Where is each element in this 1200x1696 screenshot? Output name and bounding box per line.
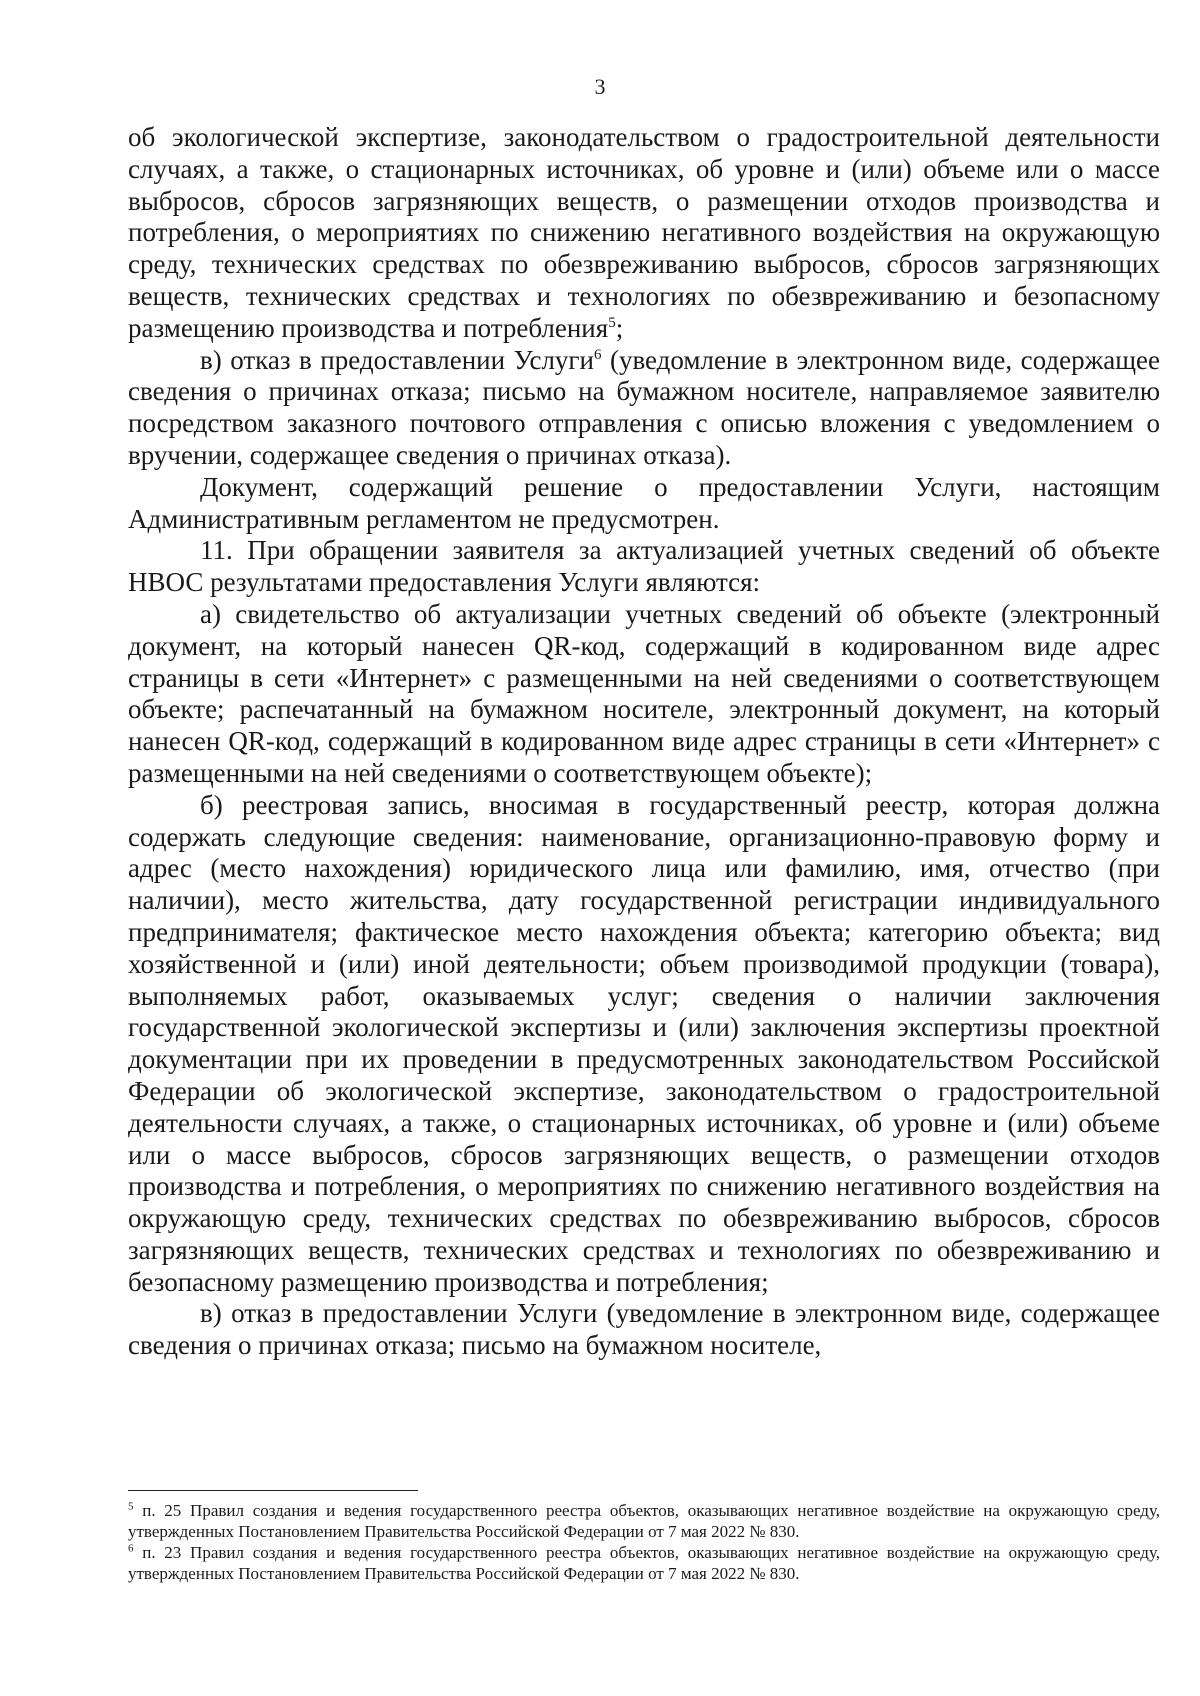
footnote-divider bbox=[128, 1490, 418, 1491]
paragraph-item-v: в) отказ в предоставлении Услуги (уведомление в электронном виде, содержащее сведения о причинах отказа; письмо на бумажном носителе, bbox=[128, 1298, 1160, 1361]
paragraph-item-11: 11. При обращении заявителя за актуализацией учетных сведений об объекте НВОС результатами предоставления Услуги являются: bbox=[128, 535, 1160, 598]
footnote-text: п. 25 Правил создания и ведения государственного реестра объектов, оказывающих негативное воздействие на окружающую среду, утвержденных Постановлением Правительства Российской Федерации от 7 мая 2022 № 830. bbox=[128, 1501, 1160, 1541]
paragraph-tail: (уведомление в электронном виде, содержащее сведения о причинах отказа; письмо на бумажном носителе, направляемое заявителю посредством заказного почтового отправления с описью вложения с уведомлением о вручении, содержащее сведения о причинах отказа). bbox=[128, 344, 1160, 470]
paragraph-continuation bbox=[128, 122, 1160, 345]
paragraph-item-a: а) свидетельство об актуализации учетных сведений об объекте (электронный документ, на который нанесен QR-код, содержащий в кодированном виде адрес страницы в сети «Интернет» с размещенными на ней сведениями о соответствующем объекте; распечатанный на бумажном носителе, электронный документ, на который нанесен QR-код, содержащий в кодированном виде адрес страницы в сети «Интернет» с размещенными на ней сведениями о соответствующем объекте); bbox=[128, 598, 1160, 788]
paragraph-item-b: б) реестровая запись, вносимая в государственный реестр, которая должна содержать следующие сведения: наименование, организационно-правовую форму и адрес (место нахождения) юридического лица или фамилию, имя, отчество (при наличии), место жительства, дату государственной регистрации индивидуального предпринимателя; фактическое место нахождения объекта; категорию объекта; вид хозяйственной и (или) иной деятельности; объем производимой продукции (товара), выполняемых работ, оказываемых услуг; сведения о наличии заключения государственной экологической экспертизы и (или) заключения экспертизы проектной документации при их проведении в предусмотренных законодательством Российской Федерации об экологической экспертизе, законодательством о градостроительной деятельности случаях, а также, о стационарных источниках, об уровне и (или) объеме или о массе выбросов, сбросов загрязняющих веществ, о размещении отходов производства и потребления, о мероприятиях по снижению негативного воздействия на окружающую среду, технических средствах по обезвреживанию выбросов, сбросов загрязняющих веществ, технических средствах и технологиях по обезвреживанию и безопасному размещению производства и потребления; bbox=[128, 789, 1160, 1297]
document-body bbox=[128, 122, 1160, 1362]
footnote-6 bbox=[128, 1542, 1160, 1584]
paragraph-text: об экологической экспертизе, законодательством о градостроительной деятельности случаях, а также, о стационарных источниках, об уровне и (или) объеме или о массе выбросов, сбросов загрязняющих веществ, о размещении отходов производства и потребления, о мероприятиях по снижению негативного воздействия на окружающую среду, технических средствах по обезвреживанию выбросов, сбросов загрязняющих веществ, технических средствах и технологиях по обезвреживанию и безопасному размещению производства и потребления bbox=[128, 122, 1160, 343]
page-number: 3 bbox=[594, 74, 606, 99]
paragraph-tail: ; bbox=[615, 312, 624, 343]
footnote-text: п. 23 Правил создания и ведения государственного реестра объектов, оказывающих негативное воздействие на окружающую среду, утвержденных Постановлением Правительства Российской Федерации от 7 мая 2022 № 830. bbox=[128, 1543, 1160, 1583]
footnotes bbox=[128, 1500, 1160, 1584]
footnote-ref: 5 bbox=[608, 314, 616, 331]
footnote-5 bbox=[128, 1500, 1160, 1542]
paragraph-document-note: Документ, содержащий решение о предоставлении Услуги, настоящим Административным регламентом не предусмотрен. bbox=[128, 471, 1160, 534]
paragraph-text: в) отказ в предоставлении Услуги bbox=[200, 344, 594, 375]
footnote-mark: 6 bbox=[128, 1542, 134, 1555]
footnote-ref: 6 bbox=[593, 346, 602, 363]
footnote-mark: 5 bbox=[128, 1500, 134, 1513]
paragraph-refusal bbox=[128, 345, 1160, 472]
